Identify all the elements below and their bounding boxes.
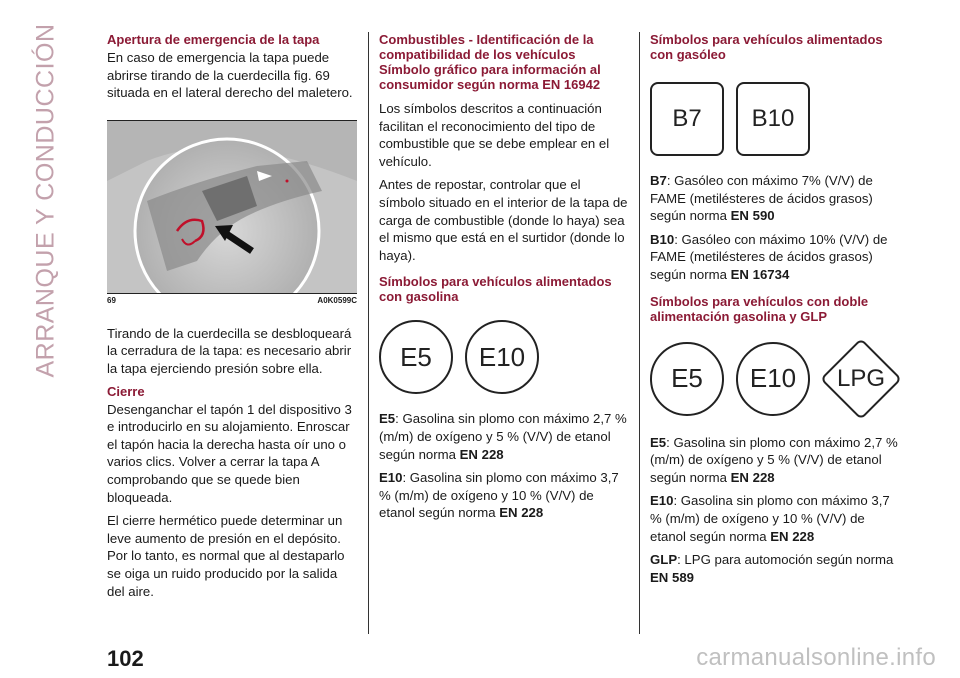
diesel-symbols [650, 82, 900, 156]
b10-norm: EN 16734 [730, 266, 790, 282]
dual-e10-norm: EN 228 [770, 528, 815, 544]
paragraph-cord-unlock: Tirando de la cuerdecilla se desbloqueará la cerradura de la tapa: es necesario abrir la tapa ejerciendo presión sobre ella. [107, 325, 352, 376]
paragraph-b7 [650, 172, 900, 225]
paragraph-symbols-intro: Los símbolos descritos a continuación facilitan el reconocimiento del tipo de combustible que se debe emplear en el vehículo. [379, 101, 610, 169]
heading-emergency-opening: Apertura de emergencia de la tapa [107, 32, 320, 47]
b7-description: : Gasóleo con máximo 7% (V/V) de FAME (metilésteres de ácidos grasos) según norma [650, 173, 873, 224]
figure-number: 69 [107, 295, 116, 305]
dual-e10-description: : Gasolina sin plomo con máximo 3,7 % (m/m) de oxígeno y 10 % (V/V) de etanol según norma [650, 493, 890, 544]
b7-norm: EN 590 [730, 208, 775, 224]
column-divider-2 [639, 32, 640, 634]
paragraph-closing: Desenganchar el tapón 1 del dispositivo 3 e introducirlo en su alojamiento. Enroscar el tapón hacia la derecha hasta oír uno o varios clics. Volver a cerrar la tapa A comprobando que se quede bien bloqueada. [107, 401, 352, 505]
watermark: carmanualsonline.info [696, 644, 936, 671]
heading-gasoline-symbols: Símbolos para vehículos alimentados con gasolina [379, 274, 612, 305]
b10-symbol: B10 [736, 82, 810, 156]
paragraph-dual-e5 [650, 434, 900, 487]
figure-code: A0K0599C [317, 295, 357, 305]
lpg-symbol-text: LPG [836, 364, 886, 392]
paragraph-emergency-opening: En caso de emergencia la tapa puede abrirse tirando de la cuerdecilla fig. 69 situada en el lateral derecho del maletero. [107, 50, 353, 101]
dual-e5-code: E5 [650, 434, 667, 450]
heading-dual-fuel-symbols: Símbolos para vehículos con doble alimentación gasolina y GLP [650, 293, 869, 324]
b10-code: B10 [650, 231, 675, 247]
chapter-side-title-text: ARRANQUE Y CONDUCCIÓN [31, 22, 60, 378]
e5-symbol: E5 [379, 320, 453, 394]
figure-caption [107, 296, 357, 305]
trunk-cord-illustration [107, 121, 357, 293]
paragraph-pressure: El cierre hermético puede determinar un leve aumento de presión en el depósito. Por lo tanto, es normal que al destaparlo se oiga un ruido producido por la salida del aire. [107, 513, 345, 599]
dual-e5-norm: EN 228 [730, 469, 775, 485]
column-3 [650, 32, 900, 592]
page-number: 102 [107, 646, 144, 671]
dual-fuel-symbols [650, 340, 900, 418]
e10-norm: EN 228 [499, 505, 544, 521]
chapter-side-title [18, 20, 74, 380]
e10-dual-symbol: E10 [736, 342, 810, 416]
figure-69 [107, 120, 357, 294]
paragraph-glp [650, 551, 900, 586]
heading-diesel-symbols: Símbolos para vehículos alimentados con gasóleo [650, 32, 883, 62]
e10-code: E10 [379, 470, 403, 486]
dual-e10-code: E10 [650, 493, 674, 509]
e5-norm: EN 228 [459, 446, 504, 462]
dual-e5-description: : Gasolina sin plomo con máximo 2,7 % (m/m) de oxígeno y 5 % (V/V) de etanol según norma [650, 434, 898, 485]
lpg-symbol [822, 340, 900, 418]
b7-code: B7 [650, 173, 667, 188]
e5-dual-symbol: E5 [650, 342, 724, 416]
e10-description: : Gasolina sin plomo con máximo 3,7 % (m/m) de oxígeno y 10 % (V/V) de etanol según norma [379, 470, 619, 521]
paragraph-b10 [650, 231, 900, 284]
glp-description: : LPG para automoción según norma [677, 552, 894, 568]
glp-code: GLP [650, 552, 678, 568]
heading-fuel-identification: Combustibles - Identificación de la compatibilidad de los vehículos Símbolo gráfico para información al consumidor según norma EN 16942 [379, 32, 601, 92]
paragraph-before-refuel: Antes de repostar, controlar que el símbolo situado en el interior de la tapa de carga de combustible (donde lo haya) sea el mismo que está en el surtidor (donde lo haya). [379, 177, 628, 263]
paragraph-e5 [379, 410, 629, 463]
gasoline-symbols [379, 320, 629, 394]
column-divider-1 [368, 32, 369, 634]
column-2 [379, 32, 629, 528]
e5-code: E5 [379, 411, 396, 427]
e10-symbol: E10 [465, 320, 539, 394]
column-1 [107, 32, 357, 606]
paragraph-dual-e10 [650, 492, 900, 545]
paragraph-e10 [379, 469, 629, 522]
b10-description: : Gasóleo con máximo 10% (V/V) de FAME (metilésteres de ácidos grasos) según norma [650, 231, 888, 282]
heading-closing: Cierre [107, 383, 145, 399]
e5-description: : Gasolina sin plomo con máximo 2,7 % (m/m) de oxígeno y 5 % (V/V) de etanol según norma [379, 411, 627, 462]
glp-norm: EN 589 [650, 569, 694, 585]
b7-symbol: B7 [650, 82, 724, 156]
